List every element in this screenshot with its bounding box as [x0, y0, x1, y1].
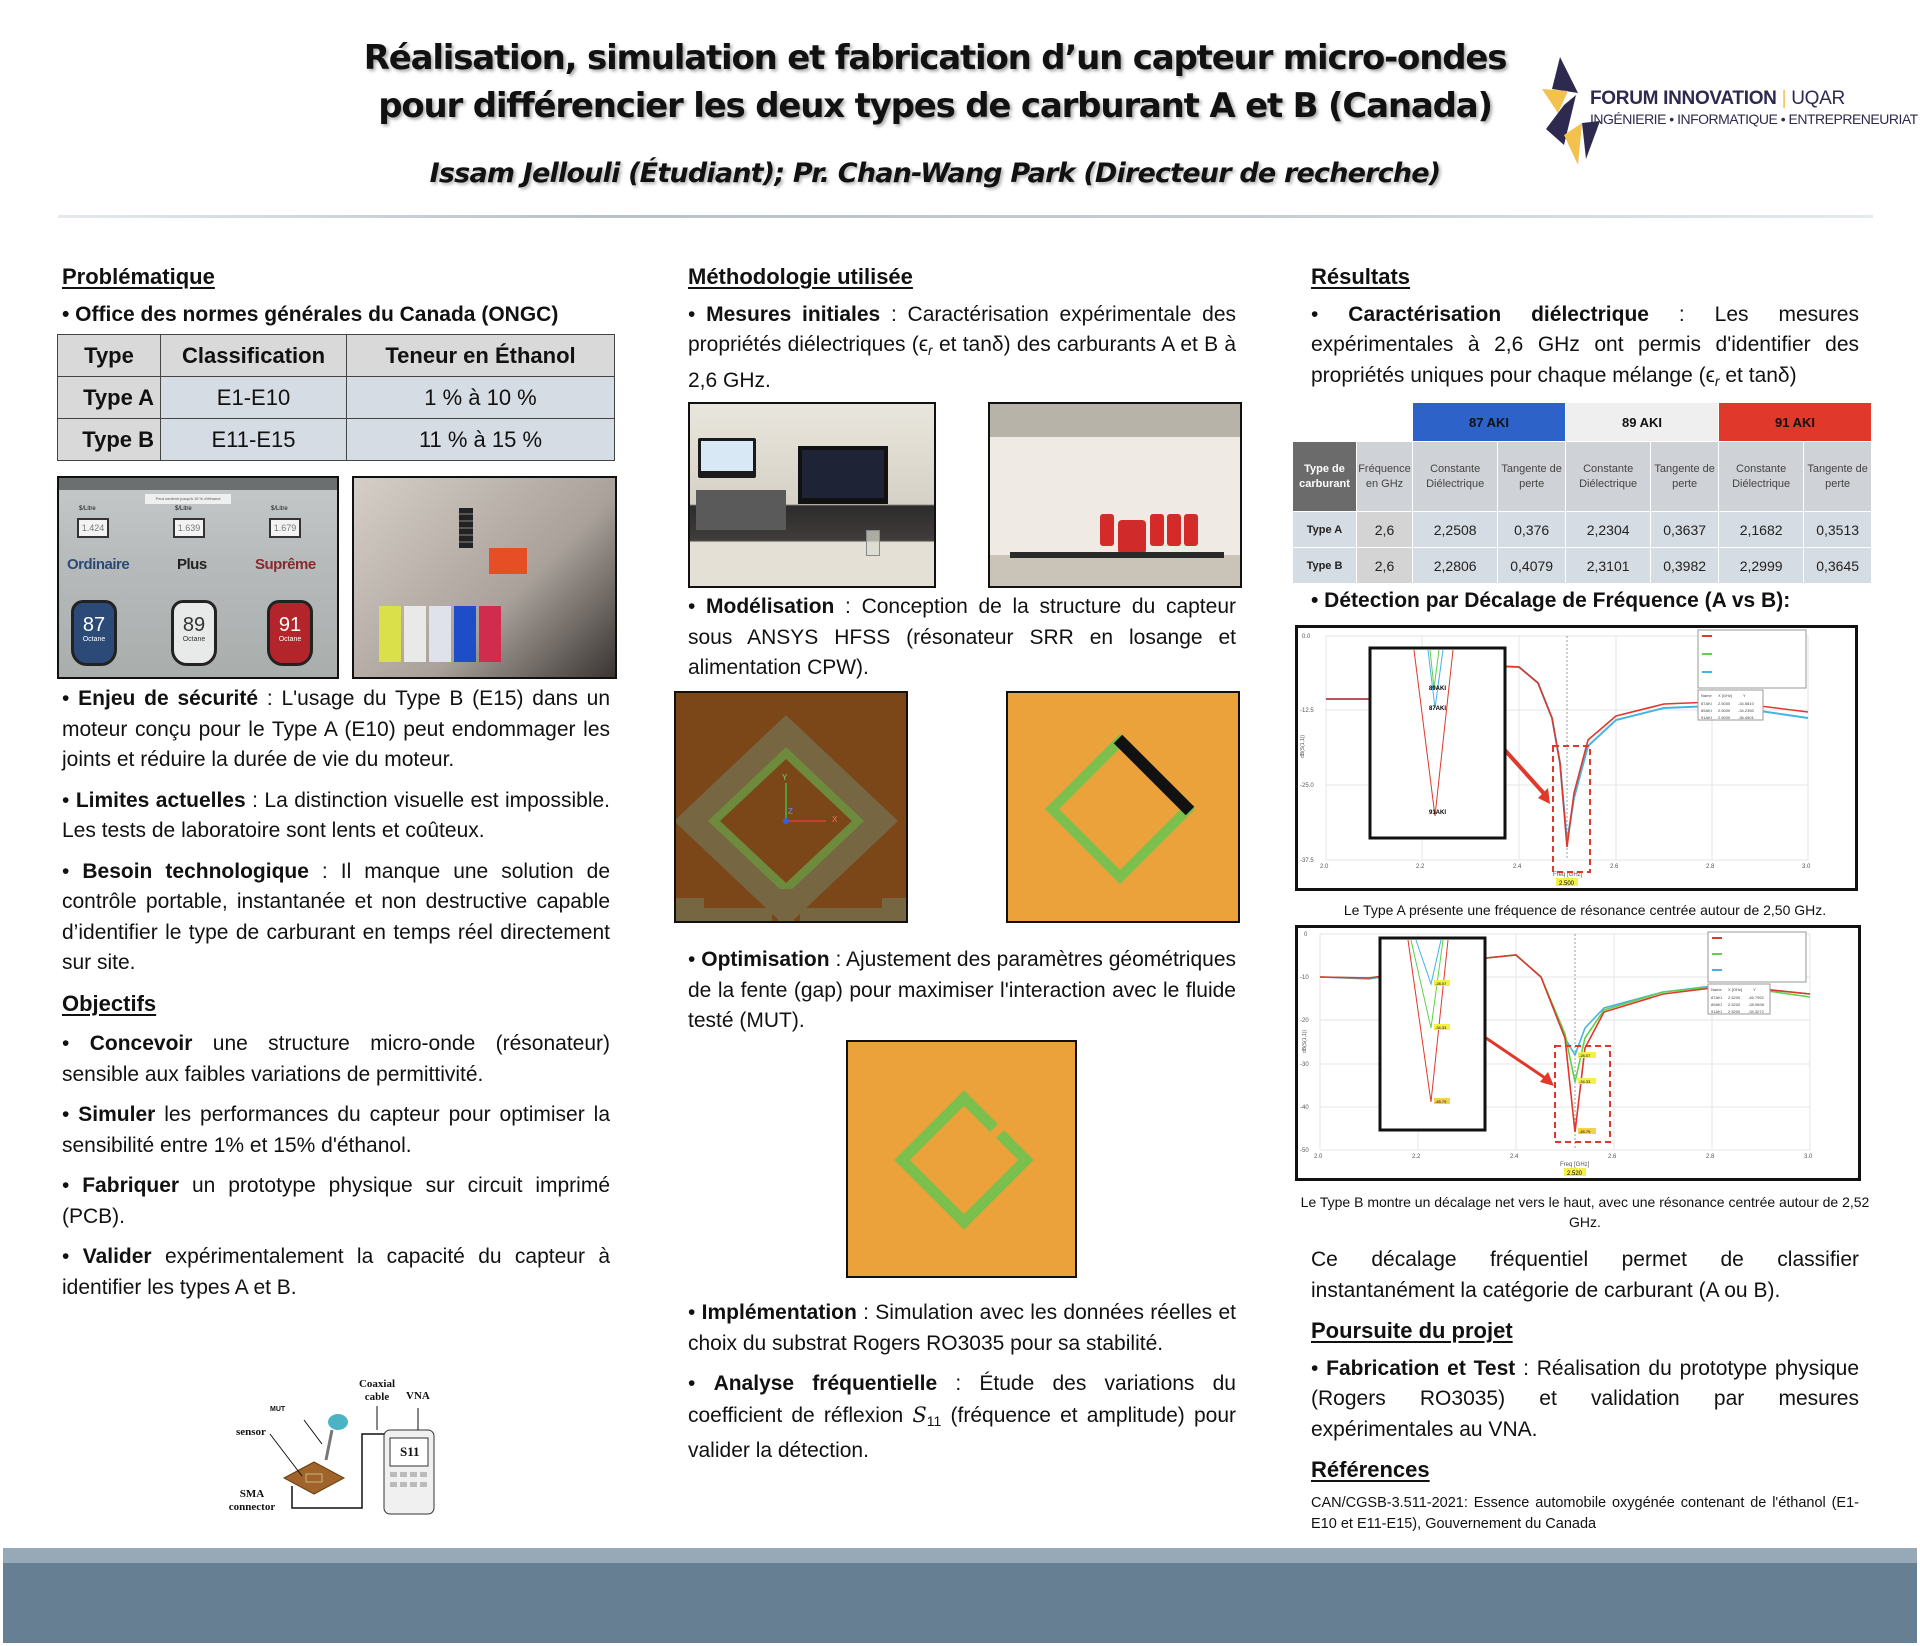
svg-text:87AKI: 87AKI [1711, 995, 1722, 1000]
table-cell: 2,2806 [1413, 548, 1498, 584]
poster-title-line-2: pour différencier les deux types de carburant A et B (Canada) [378, 86, 1492, 126]
bullet-text: : La distinction visuelle est impossible. Les tests de laboratoire sont lents et coûteux. [62, 788, 611, 842]
objective-simuler: • Simuler les performances du capteur pour optimiser la sensibilité entre 1% et 15% d'éthanol. [62, 1103, 610, 1157]
table-cell: Type B [58, 419, 161, 461]
column-resultats [1311, 262, 1859, 406]
price-label: $/Litre [79, 506, 96, 512]
table-cell: 2,6 [1357, 512, 1413, 548]
optimisation-block [688, 945, 1236, 1047]
table-cell: Type B [1293, 548, 1357, 584]
svg-text:Y: Y [1743, 693, 1746, 698]
table-header-row [58, 335, 615, 377]
svg-text:91AKI: 91AKI [1429, 810, 1447, 816]
table-header: Tangente de perte [1804, 442, 1872, 512]
fuel-can-icon [1167, 514, 1181, 546]
axis-z-label: Z [788, 807, 793, 816]
bullet-text: les performances du capteur pour optimiser la sensibilité entre 1% et 15% d'éthanol. [62, 1103, 610, 1157]
pump-top-bar [59, 478, 337, 490]
section-title-resultats: Résultats [1311, 264, 1411, 289]
table-cell: 11 % à 15 % [347, 419, 615, 461]
svg-text:-10: -10 [1300, 975, 1309, 981]
octane-value: 89 [182, 614, 206, 636]
axis-y-label: Y [782, 773, 788, 782]
logo-title [1590, 88, 1845, 110]
svg-text:-34.33: -34.33 [1579, 1079, 1591, 1084]
svg-text:2.6: 2.6 [1610, 864, 1619, 870]
svg-text:X [GHz]: X [GHz] [1728, 987, 1743, 992]
table-cell: Type A [1293, 512, 1357, 548]
srr-diamond-drawing [1008, 693, 1240, 923]
table-row [1293, 512, 1872, 548]
epsilon-subscript: r [1714, 372, 1720, 389]
svg-text:-28.07: -28.07 [1435, 981, 1447, 986]
table-row [1293, 548, 1872, 584]
beaker-icon [866, 530, 880, 556]
group-header-89: 89 AKI [1565, 403, 1718, 442]
svg-text:-45.79: -45.79 [1435, 1099, 1447, 1104]
table-header-row [1293, 442, 1872, 512]
svg-text:2.2: 2.2 [1416, 864, 1425, 870]
grade-label-plus: Plus [177, 556, 207, 573]
bullet-text: et tanδ) [1719, 363, 1797, 387]
table-cell: 2,3101 [1565, 548, 1650, 584]
octane-label: Octane [182, 636, 206, 643]
svg-text:3.0: 3.0 [1802, 864, 1811, 870]
svg-text:2.4: 2.4 [1510, 1154, 1519, 1160]
bullet-text: : Étude des variations du coefficient de réflexion [688, 1372, 1236, 1427]
bullet-analyse: • Analyse fréquentielle : Étude des variations du coefficient de réflexion S11 (fréquence et amplitude) pour valider la détection. [688, 1372, 1236, 1462]
implementation-block [688, 1298, 1236, 1477]
table-cell: 2,6 [1357, 548, 1413, 584]
table-cell: E1-E10 [161, 377, 347, 419]
svg-text:2.4: 2.4 [1513, 864, 1522, 870]
bullet-head: Analyse fréquentielle [713, 1372, 938, 1395]
bullet-text: expérimentalement la capacité du capteur à identifier les types A et B. [62, 1245, 610, 1299]
octane-label: Octane [82, 636, 106, 643]
bullet-text: et tanδ) des carburants A et B à 2,6 GHz. [688, 333, 1236, 392]
empty-cell [1293, 403, 1357, 442]
svg-text:2.2: 2.2 [1412, 1154, 1421, 1160]
table-cell: 2,2508 [1413, 512, 1498, 548]
table-cell: 0,376 [1498, 512, 1566, 548]
svg-text:-37.5: -37.5 [1300, 858, 1314, 864]
epsilon-subscript: r [928, 342, 933, 358]
button-white [404, 606, 426, 662]
bullet-head: Optimisation [701, 948, 830, 971]
bullet-text: : Ajustement des paramètres géométriques de la fente (gap) pour maximiser l'interaction avec le fluide testé (MUT). [688, 948, 1236, 1032]
svg-text:Name: Name [1701, 693, 1712, 698]
table-row [58, 419, 615, 461]
nozzle-87 [71, 600, 117, 666]
svg-text:Freq [GHz]: Freq [GHz] [1560, 1162, 1590, 1168]
table-header: Tangente de perte [1651, 442, 1719, 512]
svg-text:-25.0: -25.0 [1300, 783, 1314, 789]
logo-separator: | [1781, 88, 1787, 109]
svg-text:Y: Y [1753, 987, 1756, 992]
conclusion-text: Ce décalage fréquentiel permet de classifier instantanément la catégorie de carburant (A ou B). [1311, 1248, 1859, 1302]
logo-tagline: INGÉNIERIE • INFORMATIQUE • ENTREPRENEURIAT [1590, 111, 1918, 127]
logo-org: UQAR [1791, 88, 1845, 109]
svg-text:89AKI: 89AKI [1429, 686, 1447, 692]
svg-text:3.0: 3.0 [1804, 1154, 1813, 1160]
table-group-header-row [1293, 403, 1872, 442]
table-cell: Type A [58, 377, 161, 419]
s11-chart-type-b [1295, 925, 1861, 1181]
bullet-head: Implémentation [701, 1301, 857, 1324]
objective-valider: • Valider expérimentalement la capacité du capteur à identifier les types A et B. [62, 1245, 610, 1299]
svg-text:87AKI: 87AKI [1429, 706, 1447, 712]
bullet-text: : Il manque une solution de contrôle portable, instantanée et non destructive capable d’identifier le type de carburant en temps réel directement sur site. [62, 859, 611, 974]
svg-text:91AKI: 91AKI [1711, 1009, 1722, 1014]
bullet-text: : Caractérisation expérimentale des propriétés diélectriques ( [688, 302, 1236, 356]
svg-text:2.500: 2.500 [1559, 881, 1575, 887]
bullet-text: un prototype physique sur circuit imprimé (PCB). [62, 1174, 610, 1228]
price-display: 1.639 [173, 518, 205, 538]
table-cell: 0,4079 [1498, 548, 1566, 584]
svg-text:89AKI: 89AKI [1711, 1002, 1722, 1007]
laptop-icon [698, 438, 756, 478]
header-divider [58, 215, 1873, 218]
footer-band-dark [3, 1563, 1917, 1643]
svg-text:-28.0698: -28.0698 [1748, 1002, 1764, 1007]
reference-item: CAN/CGSB-3.511-2021: Essence automobile oxygénée contenant de l'éthanol (E1-E10 et E11-E15), Gouvernement du Canada [1311, 1494, 1859, 1532]
table-cell: 2,2999 [1718, 548, 1803, 584]
dielectric-results-table [1292, 402, 1872, 584]
table-header: Type [58, 335, 161, 377]
bullet-text: : L'usage du Type B (E15) dans un moteur conçu pour le Type A (E10) peut endommager les joints et réduire la durée de vie du moteur. [62, 687, 611, 771]
svg-text:2.6: 2.6 [1608, 1154, 1617, 1160]
bullet-enjeu: • Enjeu de sécurité : L'usage du Type B (E15) dans un moteur conçu pour le Type A (E10) peut endommager les joints et réduire la durée de vie du moteur. [62, 687, 611, 771]
svg-text:0.0: 0.0 [1302, 634, 1311, 640]
detection-bullet: • Détection par Décalage de Fréquence (A vs B): [1311, 589, 1791, 612]
bullet-head: Fabrication et Test [1326, 1356, 1516, 1380]
section-title-methodologie: Méthodologie utilisée [688, 264, 913, 289]
section-title-references: Références [1311, 1457, 1430, 1482]
table-cell: 1 % à 10 % [347, 377, 615, 419]
table-header: Constante Diélectrique [1413, 442, 1498, 512]
fuel-can-icon [1150, 514, 1164, 546]
svg-text:91AKI: 91AKI [1701, 715, 1712, 720]
s11-chart-type-a [1295, 625, 1858, 891]
price-display: 1.424 [77, 518, 109, 538]
column-methodologie [688, 262, 1236, 406]
bullet-head: Mesures initiales [706, 302, 881, 326]
octane-value: 87 [82, 614, 106, 636]
svg-text:2.8: 2.8 [1706, 864, 1715, 870]
bullet-text: (fréquence et amplitude) pour valider la détection. [688, 1403, 1236, 1462]
label-vna: VNA [406, 1390, 430, 1402]
nozzle-89 [171, 600, 217, 666]
bullet-head: Besoin technologique [82, 859, 309, 883]
table-cell: 2,1682 [1718, 512, 1803, 548]
svg-text:Freq [GHz]: Freq [GHz] [1553, 872, 1583, 878]
s-parameter-subscript: 11 [926, 1412, 942, 1429]
group-header-91: 91 AKI [1718, 403, 1871, 442]
svg-text:-40: -40 [1300, 1105, 1309, 1111]
bullet-optimisation: • Optimisation : Ajustement des paramètres géométriques de la fente (gap) pour maximiser l'interaction avec le fluide testé (MUT). [688, 948, 1236, 1032]
caption-type-b: Le Type B montre un décalage net vers le haut, avec une résonance centrée autour de 2,52 GHz. [1300, 1194, 1870, 1230]
table-cell: 2,2304 [1565, 512, 1650, 548]
bullet-implementation: • Implémentation : Simulation avec les données réelles et choix du substrat Rogers RO3035 pour sa stabilité. [688, 1301, 1236, 1355]
nozzle-91 [267, 600, 313, 666]
label-mut: MUT [270, 1406, 286, 1413]
epsilon-symbol: ϵ [918, 333, 929, 356]
svg-text:-45.79: -45.79 [1579, 1129, 1591, 1134]
s-parameter-symbol: S [912, 1402, 927, 1427]
table-header: Fréquence en GHz [1357, 442, 1413, 512]
forum-innovation-logo [1538, 55, 1918, 167]
label-s11: S11 [400, 1444, 420, 1459]
section-title-objectifs: Objectifs [62, 990, 157, 1016]
table-header: Constante Diélectrique [1718, 442, 1803, 512]
warning-label [489, 548, 527, 574]
srr-optimized-drawing [848, 1042, 1077, 1278]
bullet-head: Enjeu de sécurité [78, 687, 259, 710]
s11-plot-type-a [1298, 628, 1855, 888]
bullet-caracterisation: • Caractérisation diélectrique : Les mesures expérimentales à 2,6 GHz ont permis d'identifier des propriétés uniques pour chaque mélange (ϵr et tanδ) [1311, 302, 1859, 389]
svg-text:-34.3272: -34.3272 [1748, 1009, 1764, 1014]
keypad-icon [459, 508, 473, 548]
button-red [479, 606, 501, 662]
hfss-model-srr-gap-side [1006, 691, 1240, 923]
bullet-mesures: • Mesures initiales : Caractérisation expérimentale des propriétés diélectriques (ϵr et tanδ) des carburants A et B à 2,6 GHz. [688, 302, 1236, 392]
objective-fabriquer: • Fabriquer un prototype physique sur circuit imprimé (PCB). [62, 1174, 610, 1228]
bullet-head: Caractérisation diélectrique [1348, 302, 1649, 326]
fuel-dispenser-photo [352, 476, 617, 679]
poster-header [0, 0, 1920, 225]
svg-text:-20: -20 [1300, 1018, 1309, 1024]
logo-name: FORUM INNOVATION [1590, 88, 1777, 109]
poster-title-line-1: Réalisation, simulation et fabrication d’un capteur micro-ondes [363, 38, 1507, 78]
fuel-can-icon [1100, 514, 1114, 546]
fuel-type-table [57, 334, 615, 461]
monitor-icon [798, 446, 888, 504]
lab-setup-photo-vna [688, 402, 936, 588]
bullet-besoin: • Besoin technologique : Il manque une solution de contrôle portable, instantanée et non destructive capable d’identifier le type de carburant en temps réel directement sur site. [62, 859, 611, 974]
price-label: $/Litre [271, 506, 288, 512]
table-cell: 0,3645 [1804, 548, 1872, 584]
price-label: $/Litre [175, 506, 192, 512]
octane-label: Octane [278, 636, 302, 643]
table-header: Type de carburant [1293, 442, 1357, 512]
button-blue [454, 606, 476, 662]
bullet-head: Simuler [78, 1103, 156, 1126]
axis-x-label: X [832, 815, 838, 824]
table-cell: 0,3637 [1651, 512, 1719, 548]
table-row [58, 377, 615, 419]
hfss-model-srr-optimized [846, 1040, 1077, 1278]
svg-text:2.5200: 2.5200 [1728, 995, 1741, 1000]
svg-text:-12.5: -12.5 [1300, 708, 1314, 714]
bullet-head: Limites actuelles [75, 788, 246, 812]
table-header: Constante Diélectrique [1565, 442, 1650, 512]
label-sma: SMA connector [228, 1488, 276, 1513]
measurement-setup-diagram [222, 1378, 440, 1518]
svg-text:2.0: 2.0 [1314, 1154, 1323, 1160]
poster-authors: Issam Jellouli (Étudiant); Pr. Chan-Wang Park (Directeur de recherche) [429, 158, 1441, 189]
svg-text:0: 0 [1304, 932, 1308, 938]
column-problematique [62, 262, 610, 330]
svg-text:dB(S(1,1)): dB(S(1,1)) [1302, 1029, 1308, 1053]
table-header: Teneur en Éthanol [347, 335, 615, 377]
bullet-limites: • Limites actuelles : La distinction visuelle est impossible. Les tests de laboratoire sont lents et coûteux. [62, 788, 611, 842]
section-title-problematique: Problématique [62, 264, 215, 289]
fume-hood-photo [988, 402, 1242, 588]
table-cell: E11-E15 [161, 419, 347, 461]
bullet-text: : Réalisation du prototype physique (Rogers RO3035) et validation par mesures expérimentales au VNA. [1311, 1356, 1859, 1441]
hfss-model-cpw-srr [674, 691, 908, 923]
bullet-text: : Simulation avec les données réelles et choix du substrat Rogers RO3035 pour sa stabilité. [688, 1301, 1236, 1355]
bullet-text: : Les mesures expérimentales à 2,6 GHz ont permis d'identifier des propriétés uniques pour chaque mélange ( [1311, 302, 1859, 387]
svg-text:-30: -30 [1300, 1062, 1309, 1068]
svg-text:-34.33: -34.33 [1435, 1025, 1447, 1030]
vna-instrument [696, 490, 786, 530]
button-light [429, 606, 451, 662]
svg-text:dB(S(1,1)): dB(S(1,1)) [1300, 734, 1306, 758]
svg-text:2.8: 2.8 [1706, 1154, 1715, 1160]
svg-text:-34.2350: -34.2350 [1738, 708, 1754, 713]
bullet-modelisation: • Modélisation : Conception de la structure du capteur sous ANSYS HFSS (résonateur SRR en losange et alimentation CPW). [688, 595, 1236, 679]
s11-plot-type-b [1298, 928, 1858, 1178]
bullet-text: : Conception de la structure du capteur sous ANSYS HFSS (résonateur SRR en losange et alimentation CPW). [688, 595, 1236, 679]
bullet-text: une structure micro-onde (résonateur) sensible aux faibles variations de permittivité. [62, 1032, 611, 1086]
hood-base [1010, 552, 1224, 558]
empty-cell [1357, 403, 1413, 442]
svg-text:-28.07: -28.07 [1579, 1053, 1591, 1058]
fuel-pump-photo [57, 476, 339, 679]
svg-text:87AKI: 87AKI [1701, 701, 1712, 706]
svg-text:Name: Name [1711, 987, 1722, 992]
modelisation-block [688, 592, 1236, 694]
epsilon-symbol: ϵ [1705, 363, 1715, 387]
svg-text:-34.5810: -34.5810 [1738, 701, 1754, 706]
problematique-bullets [62, 684, 610, 1313]
svg-text:-45.7952: -45.7952 [1748, 995, 1764, 1000]
label-sensor: sensor [236, 1426, 266, 1438]
svg-text:2.0: 2.0 [1320, 864, 1329, 870]
svg-text:-36.4501: -36.4501 [1738, 715, 1754, 720]
section-title-poursuite: Poursuite du projet [1311, 1318, 1513, 1343]
svg-text:2.5000: 2.5000 [1718, 708, 1731, 713]
table-cell: 0,3513 [1804, 512, 1872, 548]
grade-label-ordinaire: Ordinaire [67, 556, 130, 573]
bullet-fabrication-test: • Fabrication et Test : Réalisation du prototype physique (Rogers RO3035) et validation par mesures expérimentales au VNA. [1311, 1356, 1859, 1441]
svg-text:2.5200: 2.5200 [1728, 1009, 1741, 1014]
table-cell: 0,3982 [1651, 548, 1719, 584]
svg-text:2.5000: 2.5000 [1718, 701, 1731, 706]
label-coax: Coaxial cable [358, 1378, 396, 1403]
caption-type-a: Le Type A présente une fréquence de résonance centrée autour de 2,50 GHz. [1343, 902, 1827, 918]
button-yellow [379, 606, 401, 662]
bullet-head: Fabriquer [82, 1174, 180, 1197]
objective-concevoir: • Concevoir une structure micro-onde (résonateur) sensible aux faibles variations de permittivité. [62, 1032, 611, 1086]
svg-text:X [GHz]: X [GHz] [1718, 693, 1733, 698]
bullet-head: Concevoir [89, 1032, 193, 1055]
table-header: Classification [161, 335, 347, 377]
pump-banner: Peut contenir jusqu'à 15 % d'éthanol [145, 494, 231, 504]
grade-label-supreme: Suprême [255, 556, 316, 573]
svg-text:-50: -50 [1300, 1148, 1309, 1154]
fuel-can-icon [1118, 520, 1146, 554]
svg-text:2.5200: 2.5200 [1728, 1002, 1741, 1007]
octane-value: 91 [278, 614, 302, 636]
results-conclusion-block [1311, 1245, 1859, 1535]
ongc-bullet: • Office des normes générales du Canada (ONGC) [62, 302, 559, 326]
bullet-head: Modélisation [706, 595, 835, 618]
svg-text:89AKI: 89AKI [1701, 708, 1712, 713]
group-header-87: 87 AKI [1413, 403, 1566, 442]
svg-text:2.520: 2.520 [1567, 1171, 1583, 1177]
price-display: 1.679 [269, 518, 301, 538]
footer-band-light [3, 1548, 1917, 1563]
bullet-head: Valider [82, 1245, 152, 1268]
svg-text:2.5000: 2.5000 [1718, 715, 1731, 720]
table-header: Tangente de perte [1498, 442, 1566, 512]
fuel-can-icon [1184, 514, 1198, 546]
